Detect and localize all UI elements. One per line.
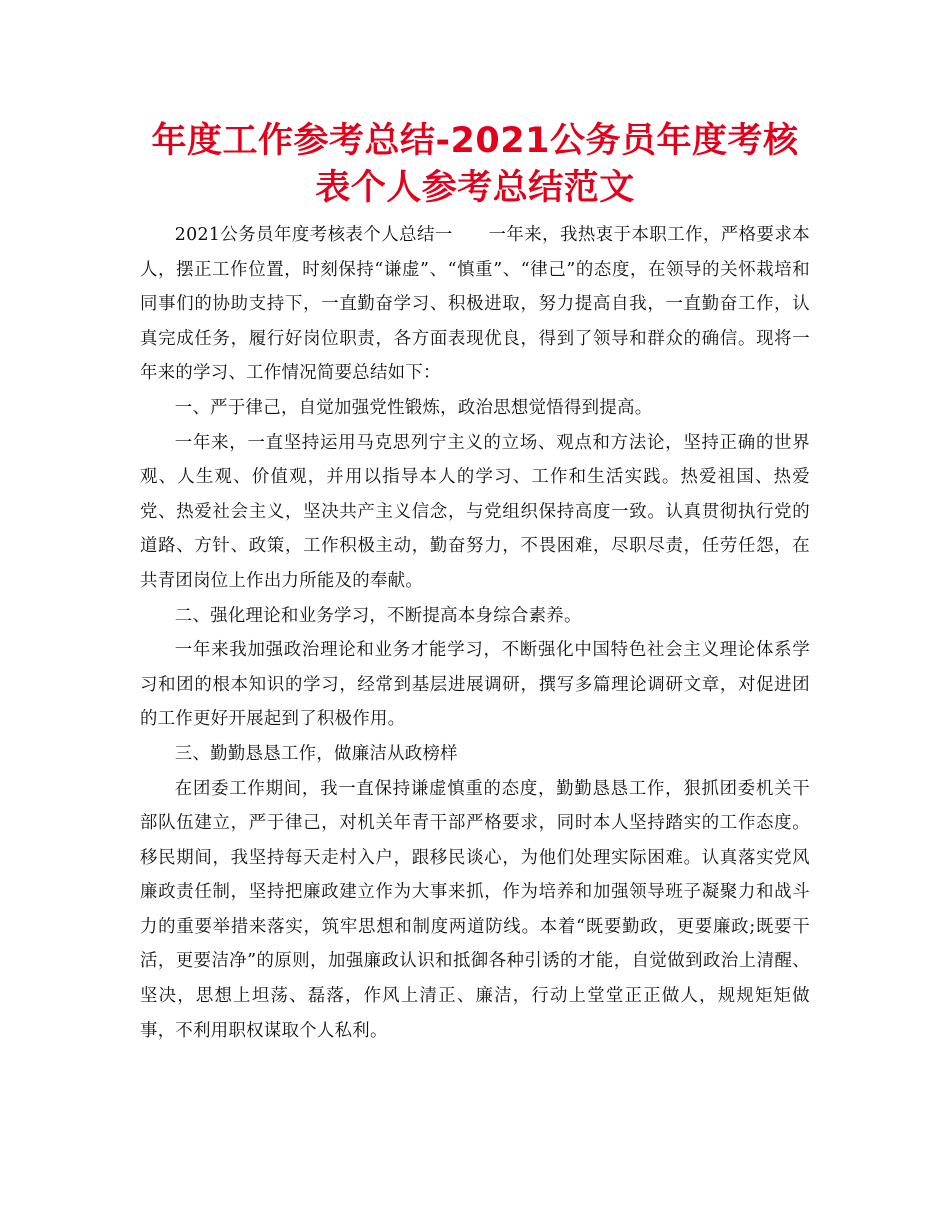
paragraph-section-2: 一年来我加强政治理论和业务才能学习，不断强化中国特色社会主义理论体系学习和团的根本知识的学习，经常到基层进展调研，撰写多篇理论调研文章，对促进团的工作更好开展起到了积极作用。 — [140, 640, 810, 730]
paragraph-intro: 2021公务员年度考核表个人总结一 一年来，我热衷于本职工作，严格要求本人，摆正工作位置，时刻保持“谦虚”、“慎重”、“律己”的态度，在领导的关怀栽培和同事们的协助支持下，一直勤奋学习、积极进取，努力提高自我，一直勤奋工作，认真完成任务，履行好岗位职责，各方面表现优良，得到了领导和群众的确信。现将一年来的学习、工作情况简要总结如下： — [140, 225, 810, 384]
section-heading-2: 二、强化理论和业务学习，不断提高本身综合素养。 — [174, 605, 582, 626]
paragraph-section-1: 一年来，一直坚持运用马克思列宁主义的立场、观点和方法论，坚持正确的世界观、人生观、价值观，并用以指导本人的学习、工作和生活实践。热爱祖国、热爱党、热爱社会主义，坚决共产主义信念，与党组织保持高度一致。认真贯彻执行党的道路、方针、政策，工作积极主动，勤奋努力，不畏困难，尽职尽责，任劳任怨，在共青团岗位上作出力所能及的奉献。 — [140, 432, 810, 591]
section-heading-3: 三、勤勤恳恳工作，做廉洁从政榜样 — [174, 743, 458, 764]
section-heading-1: 一、严于律己，自觉加强党性锻炼，政治思想觉悟得到提高。 — [174, 397, 653, 418]
document-title: 年度工作参考总结-2021公务员年度考核表个人参考总结范文 — [151, 121, 799, 208]
document-body — [140, 218, 810, 1048]
paragraph-section-3: 在团委工作期间，我一直保持谦虚慎重的态度，勤勤恳恳工作，狠抓团委机关干部队伍建立，严于律己，对机关年青干部严格要求，同时本人坚持踏实的工作态度。移民期间，我坚持每天走村入户，跟移民谈心，为他们处理实际困难。认真落实党风廉政责任制，坚持把廉政建立作为大事来抓，作为培养和加强领导班子凝聚力和战斗力的重要举措来落实，筑牢思想和制度两道防线。本着“既要勤政，更要廉政;既要干活，更要洁净”的原则，加强廉政认识和抵御各种引诱的才能，自觉做到政治上清醒、坚决，思想上坦荡、磊落，作风上清正、廉洁，行动上堂堂正正做人，规规矩矩做事，不利用职权谋取个人私利。 — [140, 778, 810, 1041]
